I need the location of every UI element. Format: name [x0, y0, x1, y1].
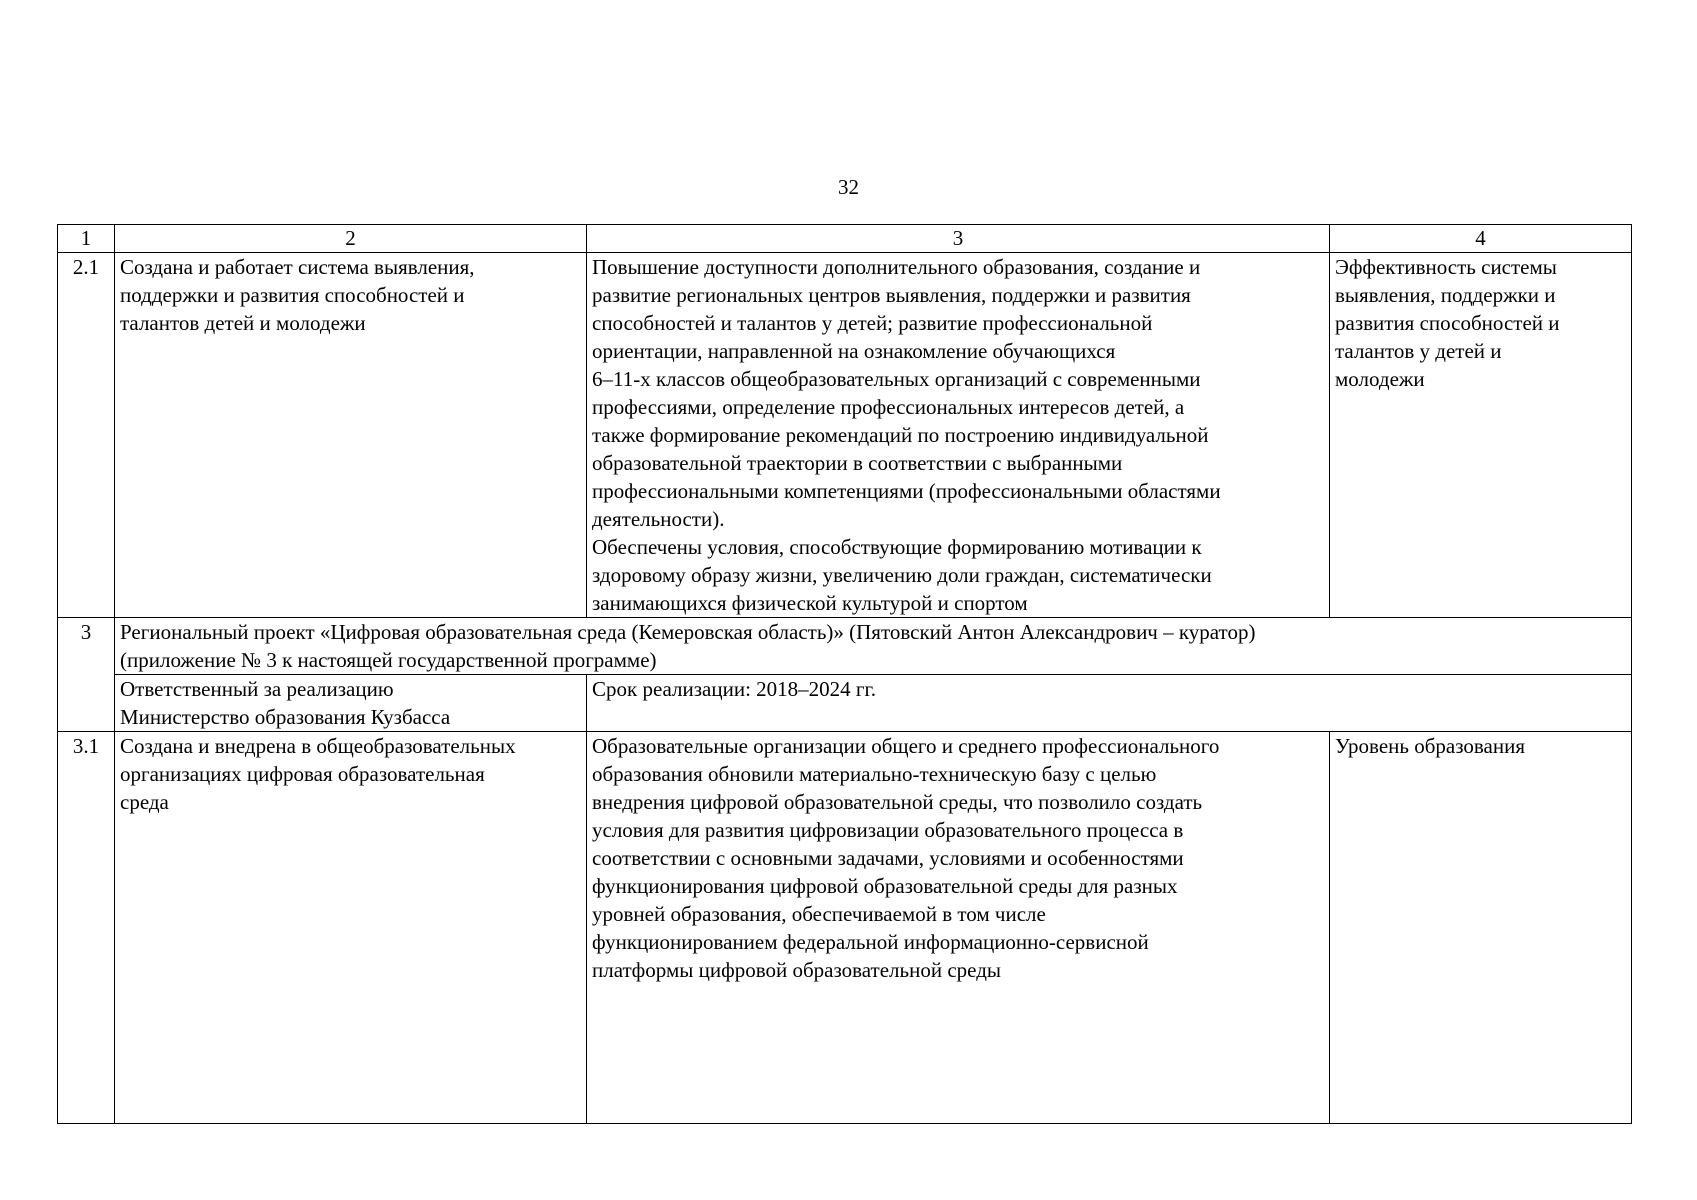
table-row-project: [58, 618, 1632, 675]
indicator-cell: Эффективность системы выявления, поддержки и развития способностей и талантов у детей и молодежи: [1330, 253, 1632, 618]
description-cell: Образовательные организации общего и среднего профессионального образования обновили материально-техническую базу с целью внедрения цифровой образовательной среды, что позволило создать условия для развития цифровизации образовательного процесса в соответствии с основными задачами, условиями и особенностями функционирования цифровой образовательной среды для разных уровней образования, обеспечиваемой в том числе функционированием федеральной информационно-сервисной платформы цифровой образовательной среды: [587, 732, 1330, 1124]
table-row: [58, 253, 1632, 618]
description-cell: Повышение доступности дополнительного образования, создание и развитие региональных центров выявления, поддержки и развития способностей и талантов у детей; развитие профессиональной ориентации, направленной на ознакомление обучающихся 6–11-х классов общеобразовательных организаций с современными профессиями, определение профессиональных интересов детей, а также формирование рекомендаций по построению индивидуальной образовательной траектории в соответствии с выбранными профессиональными компетенциями (профессиональными областями деятельности). Обеспечены условия, способствующие формированию мотивации к здоровому образу жизни, увеличению доли граждан, систематически занимающихся физической культурой и спортом: [587, 253, 1330, 618]
header-cell-4: 4: [1330, 225, 1632, 253]
row-number: 3.1: [58, 732, 115, 1124]
table-row: [58, 732, 1632, 1124]
row-number: 3: [58, 618, 115, 732]
results-table: [57, 224, 1632, 1124]
header-cell-3: 3: [587, 225, 1330, 253]
table-row-responsible: [58, 675, 1632, 732]
result-cell: Создана и работает система выявления, поддержки и развития способностей и талантов детей и молодежи: [115, 253, 587, 618]
project-cell: Региональный проект «Цифровая образовательная среда (Кемеровская область)» (Пятовский Антон Александрович – куратор) (приложение № 3 к настоящей государственной программе): [115, 618, 1632, 675]
row-number: 2.1: [58, 253, 115, 618]
header-cell-1: 1: [58, 225, 115, 253]
table-header-row: [58, 225, 1632, 253]
header-cell-2: 2: [115, 225, 587, 253]
indicator-cell: Уровень образования: [1330, 732, 1632, 1124]
responsible-cell: Ответственный за реализацию Министерство образования Кузбасса: [115, 675, 587, 732]
page-number: 32: [838, 175, 859, 199]
result-cell: Создана и внедрена в общеобразовательных организациях цифровая образовательная среда: [115, 732, 587, 1124]
term-cell: Срок реализации: 2018–2024 гг.: [587, 675, 1632, 732]
